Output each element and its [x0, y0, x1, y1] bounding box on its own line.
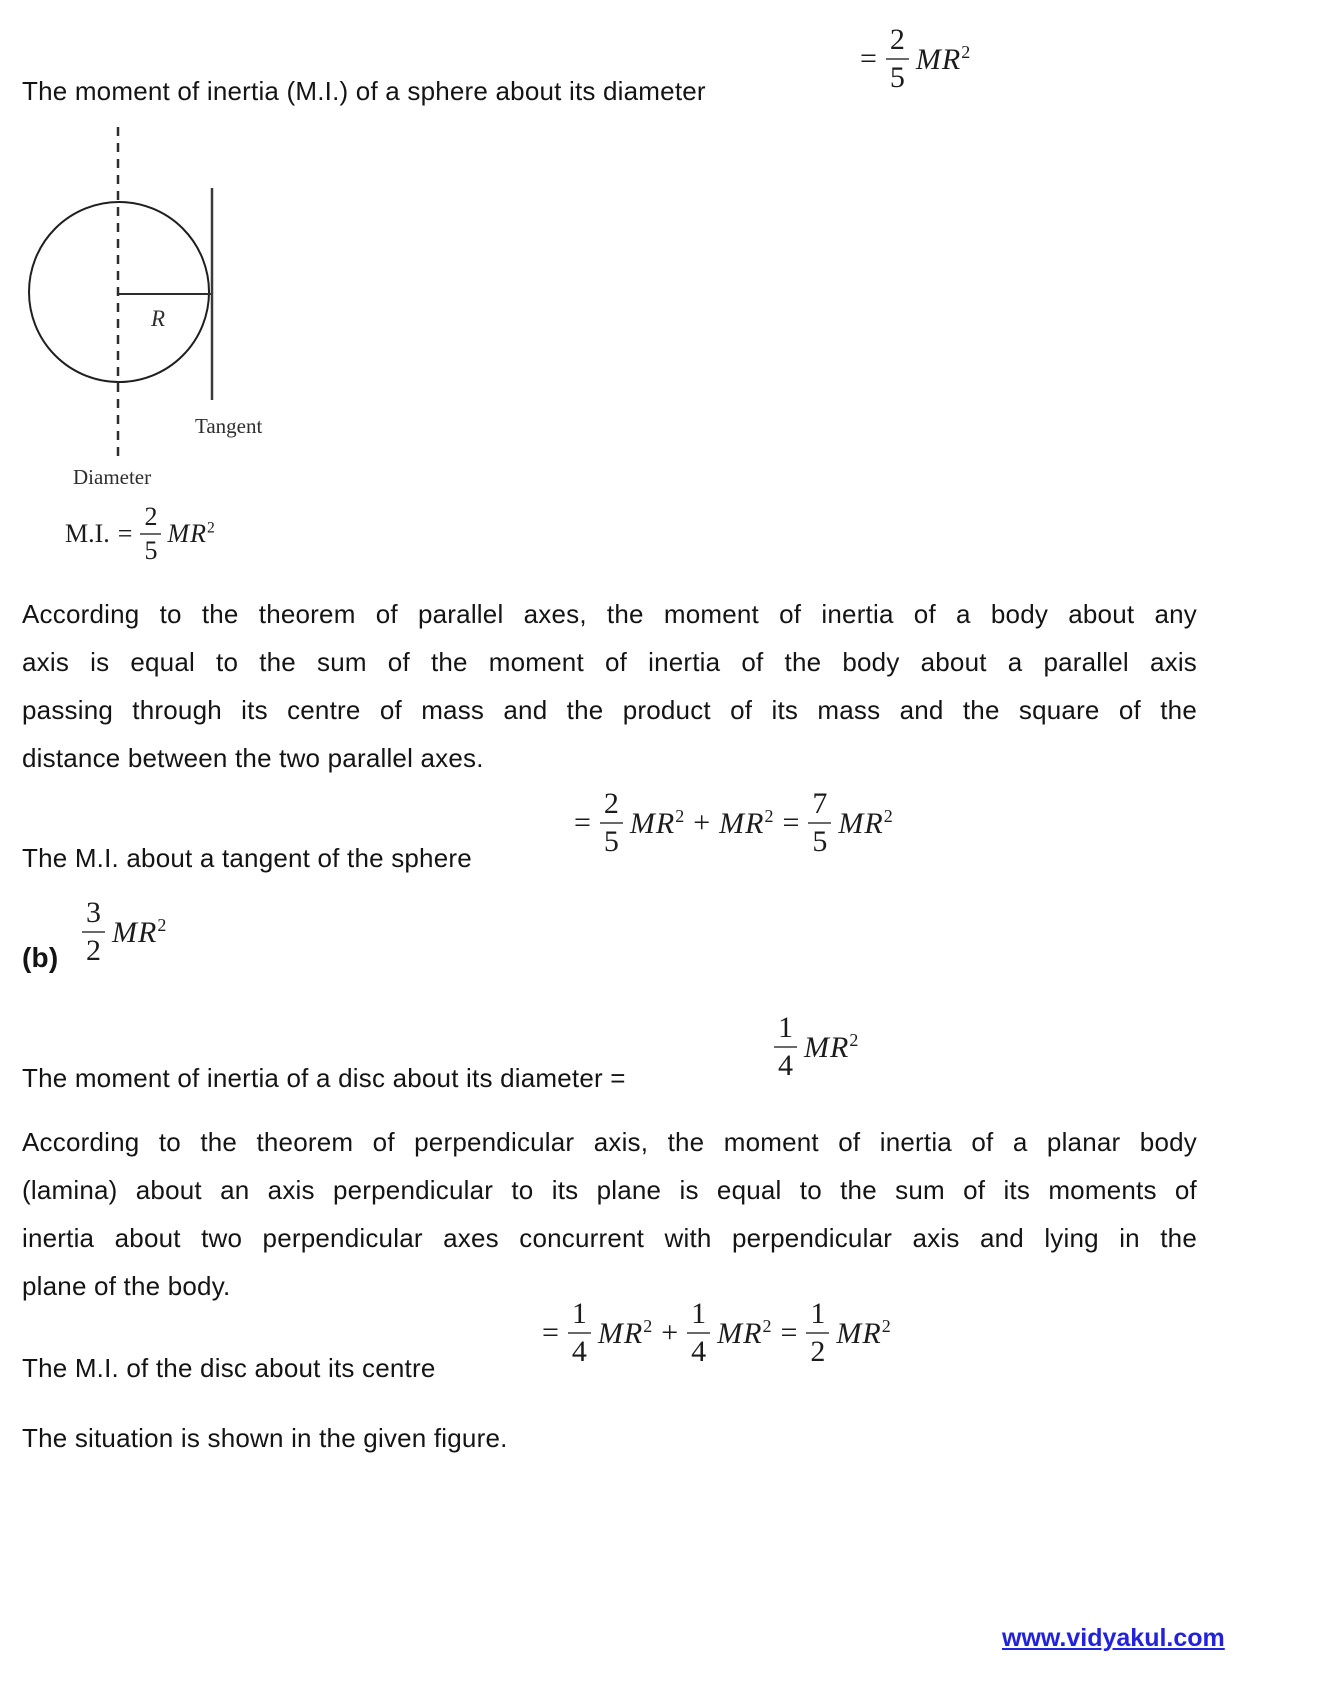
- exponent: 2: [881, 1315, 891, 1336]
- paragraph-line: plane of the body.: [22, 1271, 231, 1301]
- mr-variable: MR: [719, 806, 765, 840]
- equals-sign: =: [574, 806, 591, 840]
- paragraph-line: (lamina) about an axis perpendicular to its plane is equal to the sum of its moments of: [22, 1175, 1197, 1205]
- exponent: 2: [961, 41, 971, 62]
- exponent: 2: [764, 805, 774, 826]
- fraction-denominator: 2: [810, 1335, 826, 1369]
- term-mr-squared: [167, 519, 214, 549]
- term-mr-squared: [112, 915, 166, 950]
- term-mr-squared: [838, 806, 892, 841]
- fraction-numerator: 3: [82, 897, 105, 933]
- disc-centre-sentence: The M.I. of the disc about its centre: [22, 1353, 436, 1383]
- fraction-two-fifths: [600, 788, 623, 859]
- equation-mi-diagram: [65, 503, 215, 565]
- exponent: 2: [157, 914, 167, 935]
- term-mr-squared: [598, 1316, 652, 1351]
- paragraph-line: axis is equal to the sum of the moment of inertia of the body about a parallel axis: [22, 647, 1197, 677]
- fraction-one-quarter: [568, 1298, 591, 1369]
- fraction-two-fifths: [886, 24, 909, 95]
- fraction-one-quarter: [687, 1298, 710, 1369]
- fraction-one-half: [806, 1298, 829, 1369]
- fraction-numerator: 2: [600, 788, 623, 824]
- plus-sign: +: [661, 1316, 679, 1350]
- term-mr-squared: [630, 806, 684, 841]
- paragraph-line: According to the theorem of parallel axes, the moment of inertia of a body about any: [22, 599, 1197, 629]
- fraction-denominator: 4: [691, 1335, 707, 1369]
- tangent-label: Tangent: [195, 414, 263, 438]
- plus-sign: +: [693, 806, 711, 840]
- fraction-denominator: 4: [571, 1335, 587, 1369]
- mr-variable: MR: [838, 806, 884, 840]
- term-mr-squared: [836, 1316, 890, 1351]
- fraction-numerator: 7: [808, 788, 831, 824]
- exponent: 2: [883, 805, 893, 826]
- radius-label: R: [151, 306, 166, 331]
- diameter-label: Diameter: [73, 465, 152, 489]
- tangent-intro-sentence: The M.I. about a tangent of the sphere: [22, 843, 472, 873]
- mi-label: M.I.: [65, 519, 110, 549]
- fraction-numerator: 2: [140, 503, 161, 535]
- paragraph-parallel-axes: [22, 590, 1197, 782]
- fraction-denominator: 5: [889, 61, 905, 95]
- mr-variable: MR: [167, 519, 207, 549]
- term-mr-squared: [804, 1030, 858, 1065]
- fraction-denominator: 5: [812, 825, 828, 859]
- mr-variable: MR: [597, 1316, 644, 1350]
- situation-sentence: The situation is shown in the given figure.: [22, 1423, 508, 1453]
- equals-sign: =: [117, 519, 133, 549]
- fraction-numerator: 1: [568, 1298, 591, 1334]
- fraction-numerator: 1: [806, 1298, 829, 1334]
- equation-tangent-mi: [572, 788, 893, 859]
- equation-part-b: [82, 897, 166, 968]
- equation-sphere-diameter-mi: [858, 24, 970, 95]
- fraction-denominator: 5: [144, 536, 158, 566]
- mr-variable: MR: [915, 42, 962, 76]
- fraction-one-quarter: [774, 1012, 797, 1083]
- fraction-numerator: 1: [687, 1298, 710, 1334]
- fraction-seven-fifths: [808, 788, 831, 859]
- fraction-two-fifths: [140, 503, 161, 565]
- part-b-label: (b): [22, 942, 59, 973]
- term-mr-squared: [717, 1316, 771, 1351]
- equals-sign: =: [542, 1316, 559, 1350]
- exponent: 2: [675, 805, 685, 826]
- equals-sign: =: [860, 42, 877, 76]
- fraction-three-halves: [82, 897, 105, 968]
- footer-website-link[interactable]: www.vidyakul.com: [1002, 1624, 1225, 1652]
- mr-variable: MR: [717, 1316, 763, 1350]
- intro-sentence: The moment of inertia (M.I.) of a sphere about its diameter: [22, 76, 706, 106]
- sphere-diagram: [15, 120, 315, 495]
- equation-disc-diameter: [774, 1012, 858, 1083]
- paragraph-line: passing through its centre of mass and the product of its mass and the square of the: [22, 695, 1197, 725]
- exponent: 2: [207, 519, 215, 537]
- fraction-denominator: 4: [778, 1049, 793, 1083]
- exponent: 2: [643, 1315, 653, 1336]
- equals-sign: =: [780, 1316, 798, 1350]
- term-mr-squared: [916, 42, 970, 77]
- paragraph-perpendicular-axis: [22, 1118, 1197, 1310]
- equals-sign: =: [782, 806, 800, 840]
- fraction-denominator: 5: [603, 825, 619, 859]
- paragraph-line: inertia about two perpendicular axes concurrent with perpendicular axis and lying in the: [22, 1223, 1197, 1253]
- mr-variable: MR: [804, 1030, 850, 1064]
- exponent: 2: [762, 1315, 772, 1336]
- fraction-denominator: 2: [86, 934, 101, 968]
- fraction-numerator: 2: [886, 24, 909, 60]
- mr-variable: MR: [836, 1316, 882, 1350]
- mr-variable: MR: [629, 806, 676, 840]
- exponent: 2: [849, 1029, 859, 1050]
- paragraph-line: According to the theorem of perpendicular axis, the moment of inertia of a planar body: [22, 1127, 1197, 1157]
- paragraph-line: distance between the two parallel axes.: [22, 743, 484, 773]
- disc-diameter-sentence: The moment of inertia of a disc about its diameter =: [22, 1063, 626, 1093]
- fraction-numerator: 1: [774, 1012, 797, 1048]
- term-mr-squared: [719, 806, 773, 841]
- mr-variable: MR: [112, 915, 158, 949]
- equation-disc-centre: [540, 1298, 891, 1369]
